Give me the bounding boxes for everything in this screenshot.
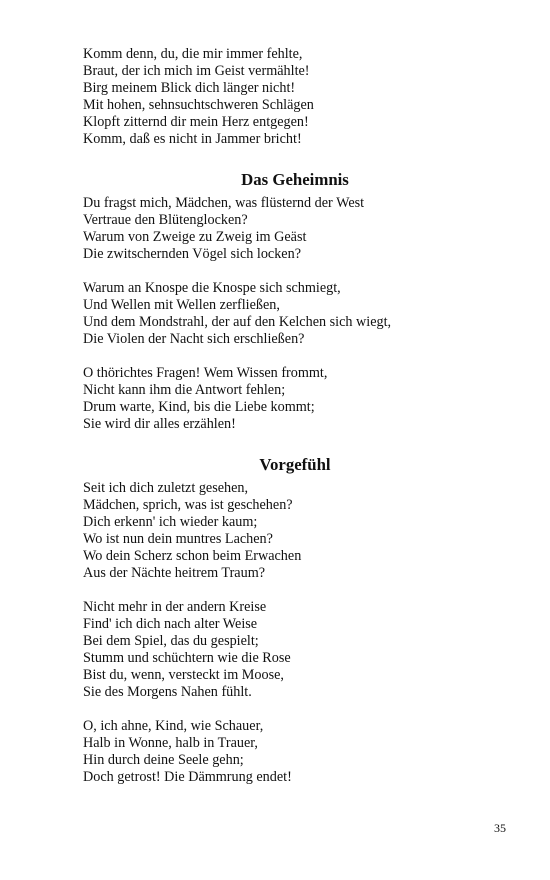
stanza-gap bbox=[83, 263, 513, 280]
poem-line: Komm, daß es nicht in Jammer bricht! bbox=[83, 131, 302, 147]
poem-line: Warum an Knospe die Knospe sich schmiegt, bbox=[83, 280, 341, 296]
poem-line: Nicht kann ihm die Antwort fehlen; bbox=[83, 382, 286, 398]
poem-line: Warum von Zweige zu Zweig im Geäst bbox=[83, 229, 307, 245]
poem1-stanza bbox=[83, 46, 513, 148]
poem-line: Sie des Morgens Nahen fühlt. bbox=[83, 684, 252, 700]
poem2-stanza-1 bbox=[83, 195, 513, 263]
poem-line: Stumm und schüchtern wie die Rose bbox=[83, 650, 291, 666]
poem-line: Dich erkenn' ich wieder kaum; bbox=[83, 514, 258, 530]
stanza-gap bbox=[83, 582, 513, 599]
poem3-stanza-3 bbox=[83, 718, 513, 786]
poem-line: Komm denn, du, die mir immer fehlte, bbox=[83, 46, 303, 62]
poem-line: O, ich ahne, Kind, wie Schauer, bbox=[83, 718, 264, 734]
stanza-gap bbox=[83, 701, 513, 718]
stanza-gap bbox=[83, 348, 513, 365]
poem-line: Wo ist nun dein muntres Lachen? bbox=[83, 531, 273, 547]
poem2-stanza-3 bbox=[83, 365, 513, 433]
poem-line: Nicht mehr in der andern Kreise bbox=[83, 599, 267, 615]
poem-line: Vertraue den Blütenglocken? bbox=[83, 212, 248, 228]
poem-title-vorgefuehl: Vorgefühl bbox=[259, 455, 331, 474]
poem3-stanza-2 bbox=[83, 599, 513, 701]
poem-line: Aus der Nächte heitrem Traum? bbox=[83, 565, 266, 581]
poem-title-das-geheimnis: Das Geheimnis bbox=[241, 170, 349, 189]
poem-line: Und Wellen mit Wellen zerfließen, bbox=[83, 297, 280, 313]
poem3-stanza-1 bbox=[83, 480, 513, 582]
poem-line: Sie wird dir alles erzählen! bbox=[83, 416, 236, 432]
poem-line: Seit ich dich zuletzt gesehen, bbox=[83, 480, 249, 496]
poem2-stanza-2 bbox=[83, 280, 513, 348]
poem-line: Find' ich dich nach alter Weise bbox=[83, 616, 258, 632]
page-number: 35 bbox=[494, 821, 506, 835]
poem-line: Die Violen der Nacht sich erschließen? bbox=[83, 331, 305, 347]
poem-line: Birg meinem Blick dich länger nicht! bbox=[83, 80, 296, 96]
poem-line: Halb in Wonne, halb in Trauer, bbox=[83, 735, 258, 751]
poem-line: Hin durch deine Seele gehn; bbox=[83, 752, 244, 768]
poem-line: Bei dem Spiel, das du gespielt; bbox=[83, 633, 259, 649]
poem-line: Die zwitschernden Vögel sich locken? bbox=[83, 246, 301, 262]
poem-line: O thörichtes Fragen! Wem Wissen frommt, bbox=[83, 365, 328, 381]
page-body bbox=[83, 46, 513, 786]
poem-line: Doch getrost! Die Dämmrung endet! bbox=[83, 769, 292, 785]
poem-line: Bist du, wenn, versteckt im Moose, bbox=[83, 667, 284, 683]
poem-line: Wo dein Scherz schon beim Erwachen bbox=[83, 548, 302, 564]
poem-line: Braut, der ich mich im Geist vermählte! bbox=[83, 63, 310, 79]
poem-line: Drum warte, Kind, bis die Liebe kommt; bbox=[83, 399, 315, 415]
poem-line: Du fragst mich, Mädchen, was flüsternd der West bbox=[83, 195, 365, 211]
poem-line: Und dem Mondstrahl, der auf den Kelchen sich wiegt, bbox=[83, 314, 392, 330]
poem-line: Mädchen, sprich, was ist geschehen? bbox=[83, 497, 293, 513]
poem-line: Mit hohen, sehnsuchtschweren Schlägen bbox=[83, 97, 314, 113]
poem-line: Klopft zitternd dir mein Herz entgegen! bbox=[83, 114, 309, 130]
